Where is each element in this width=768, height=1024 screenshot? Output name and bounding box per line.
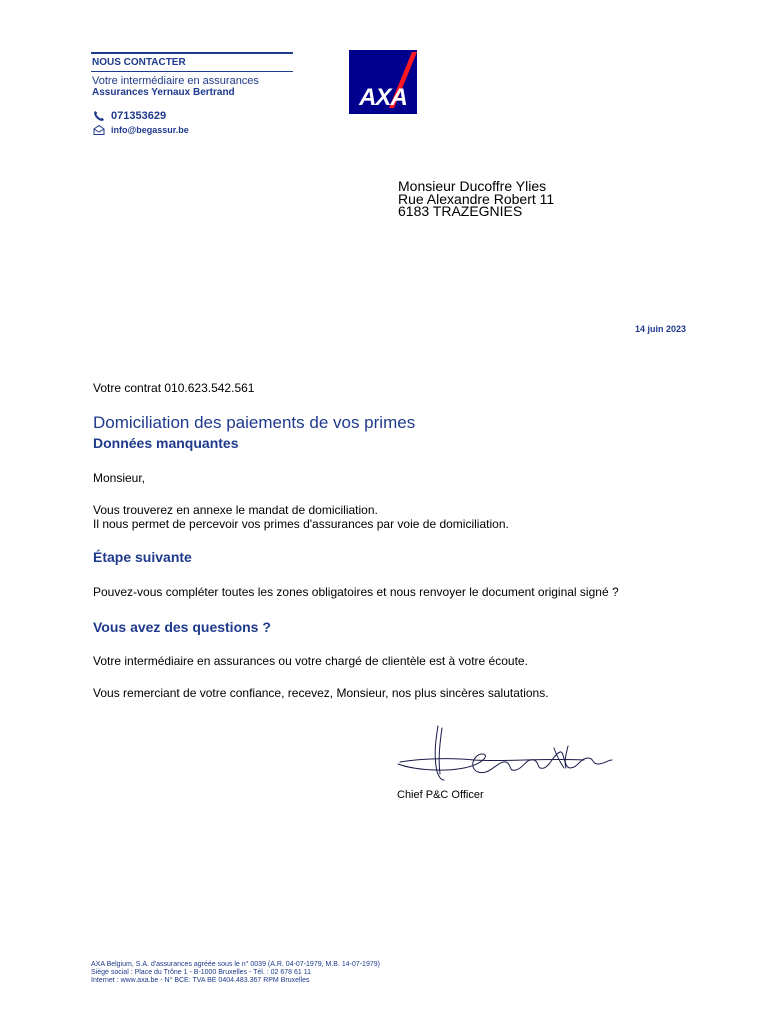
phone-number[interactable]: 071353629 [111, 110, 167, 122]
recipient-city: 6183 TRAZEGNIES [398, 203, 523, 219]
letter-title: Domiciliation des paiements de vos primes [93, 413, 416, 432]
axa-logo-mark [349, 50, 417, 114]
footer-line: AXA Belgium, S.A. d'assurances agréée sous le n° 0039 (A.R. 04-07-1979, M.B. 14-07-1979) [91, 961, 380, 968]
axa-logo-text: AXA [359, 84, 407, 111]
intro-paragraph [93, 503, 509, 531]
questions-text: Votre intermédiaire en assurances ou votre chargé de clientèle est à votre écoute. [93, 654, 528, 668]
contact-email [93, 124, 293, 136]
email-address[interactable]: info@begassur.be [111, 125, 189, 135]
intro-line: Il nous permet de percevoir vos primes d'assurances par voie de domiciliation. [93, 517, 509, 531]
letter-date: 14 juin 2023 [635, 324, 687, 334]
signature [394, 724, 614, 790]
contact-divider [91, 71, 293, 72]
contract-reference: Votre contrat 010.623.542.561 [93, 381, 255, 395]
next-step-text: Pouvez-vous compléter toutes les zones obligatoires et nous renvoyer le document original signé ? [93, 585, 619, 599]
envelope-icon [93, 124, 105, 136]
footer-line: Siège social : Place du Trône 1 - B-1000 Bruxelles - Tél. : 02 678 61 11 [91, 969, 311, 976]
salutation: Monsieur, [93, 471, 146, 485]
intermediary-name: Assurances Yernaux Bertrand [92, 87, 235, 98]
next-step-heading: Étape suivante [93, 549, 192, 565]
phone-icon [93, 110, 105, 122]
recipient-address [398, 180, 554, 218]
legal-footer [91, 961, 380, 985]
recipient-street: Rue Alexandre Robert 11 [398, 190, 555, 207]
intro-line: Vous trouverez en annexe le mandat de domiciliation. [93, 503, 378, 517]
contact-block [91, 52, 293, 136]
questions-heading: Vous avez des questions ? [93, 619, 271, 635]
contact-top-rule [91, 52, 293, 54]
recipient-name: Monsieur Ducoffre Ylies [398, 178, 547, 194]
closing-text: Vous remerciant de votre confiance, recevez, Monsieur, nos plus sincères salutations. [93, 686, 549, 700]
letter-subtitle: Données manquantes [93, 435, 239, 451]
signer-title: Chief P&C Officer [397, 789, 484, 801]
intermediary-label: Votre intermédiaire en assurances [92, 75, 259, 87]
axa-logo [349, 50, 417, 114]
footer-line: Internet : www.axa.be - N° BCE: TVA BE 0404.483.367 RPM Bruxelles [91, 977, 310, 984]
contact-phone [93, 110, 293, 122]
contact-heading: NOUS CONTACTER [92, 57, 186, 68]
